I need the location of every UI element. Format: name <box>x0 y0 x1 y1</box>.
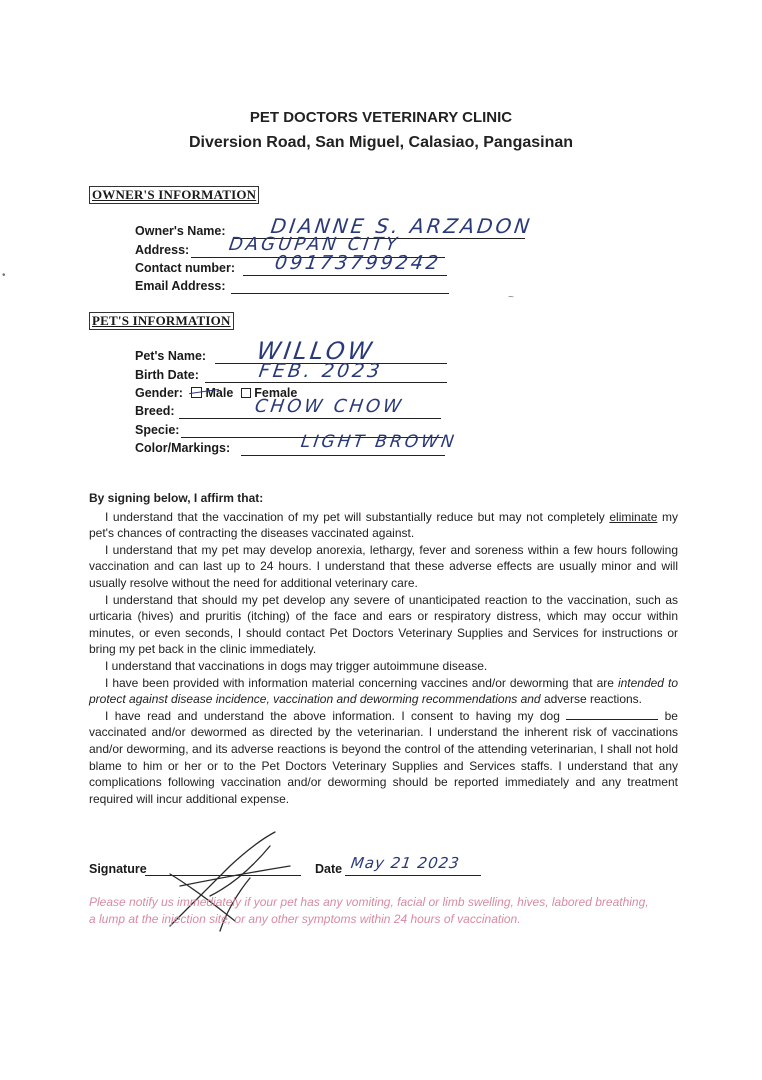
symptom-notice: Please notify us immediately if your pet has any vomiting, facial or limb swelling, hives, labored breathing, a lump at the injection site, or any other symptoms within 24 hours of vaccination. <box>89 895 649 926</box>
gender-label: Gender: <box>135 386 183 400</box>
female-option-label: Female <box>254 386 298 400</box>
owner-section-title: OWNER'S INFORMATION <box>89 186 259 204</box>
owner-address-value: DAGUPAN CITY <box>227 234 402 255</box>
affirmation-lead: By signing below, I affirm that: <box>89 491 264 505</box>
dog-name-blank <box>566 709 658 720</box>
male-option-label: Male <box>205 386 234 400</box>
affirmation-paragraph-1: I understand that the vaccination of my pet will substantially reduce but may not completely eliminate my pet's chances of contracting the diseases vaccinated against. <box>89 509 678 541</box>
affirmation-paragraph-5: I have been provided with information material concerning vaccines and/or deworming that are intended to protect against disease incidence, vaccination and deworming recommendations and adverse reactions. <box>89 675 678 707</box>
male-checkbox[interactable] <box>191 387 202 398</box>
contact-number-label: Contact number: <box>135 261 235 275</box>
owner-email-field <box>135 279 535 297</box>
date-label: Date <box>315 862 343 876</box>
pet-section-title: PET'S INFORMATION <box>89 312 234 330</box>
owner-name-value: DIANNE S. ARZADON <box>269 214 535 238</box>
email-address-line <box>231 279 449 294</box>
scan-speck: • <box>2 270 6 281</box>
color-markings-label: Color/Markings: <box>135 441 231 455</box>
color-markings-field <box>135 432 555 459</box>
color-markings-value: LIGHT BROWN <box>299 432 459 452</box>
owner-name-label: Owner's Name: <box>135 224 226 238</box>
birth-date-value: FEB. 2023 <box>257 360 384 382</box>
breed-label: Breed: <box>135 404 175 418</box>
date-value: May 21 2023 <box>349 854 462 872</box>
affirmation-paragraph-4: I understand that vaccinations in dogs may trigger autoimmune disease. <box>105 658 488 673</box>
breed-field <box>135 396 535 422</box>
affirmation-paragraph-3: I understand that should my pet develop any severe of unanticipated reaction to the vaccination, such as urticaria (hives) and pruritis (itching) of the face and ears or respiratory distress, which may occur within minutes, or even seconds, I should contact Pet Doctors Veterinary Supplies and Services for instructions or bring my pet back in the clinic immediately. <box>89 592 678 657</box>
affirmation-paragraph-6: I have read and understand the above information. I consent to having my dog be vaccinated and/or dewormed as directed by the veterinarian. I understand the inherent risk of vaccinations and/or deworming, and its adverse reactions is beyond the control of the attending veterinarian, I shall not hold blame to him or her or to the Pet Doctors Veterinary Supplies and Services staffs. I understand that any complications following vaccination and/or deworming should be reported immediately and any treatment required will incur additional expense. <box>89 708 678 806</box>
clinic-name: PET DOCTORS VETERINARY CLINIC <box>249 109 513 126</box>
owner-address-label: Address: <box>135 243 190 257</box>
affirmation-section <box>89 490 678 807</box>
birth-date-label: Birth Date: <box>135 368 199 382</box>
affirmation-paragraph-2: I understand that my pet may develop anorexia, lethargy, fever and soreness within a few hours following vaccination and can last up to 24 hours. I understand that these adverse effects are usually minor and will usually resolve without the need for additional veterinary care. <box>89 542 678 590</box>
contact-number-value: 09173799242 <box>273 252 443 274</box>
pet-name-label: Pet's Name: <box>135 349 207 363</box>
birth-date-field <box>135 360 535 386</box>
breed-value: CHOW CHOW <box>253 396 406 417</box>
scan-mark: ~ <box>508 292 514 303</box>
pet-name-value: WILLOW <box>255 337 377 365</box>
owner-contact-field <box>135 252 535 279</box>
email-address-label: Email Address: <box>135 279 226 293</box>
female-checkbox[interactable] <box>241 388 251 398</box>
clinic-address: Diversion Road, San Miguel, Calasiao, Pangasinan <box>188 134 574 151</box>
signature-label: Signature <box>89 862 147 876</box>
specie-label: Specie: <box>135 423 180 437</box>
